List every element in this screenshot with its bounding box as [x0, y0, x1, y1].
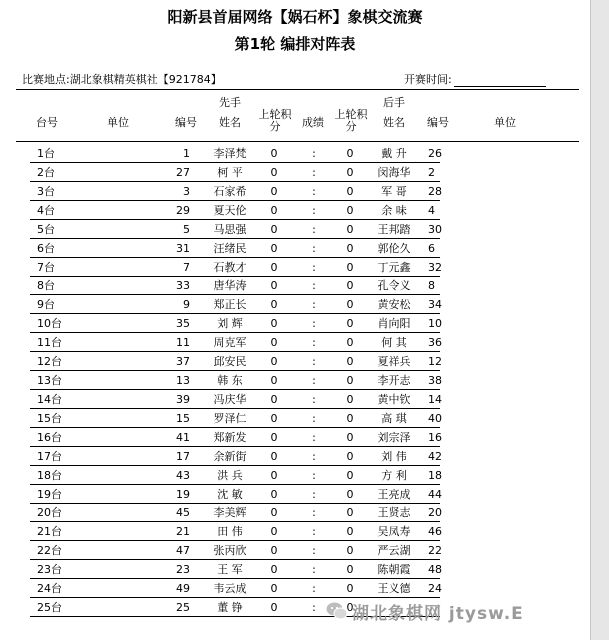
first-player-cell: 田 伟	[217, 525, 243, 539]
second-number-cell: 10	[428, 317, 442, 331]
second-player-cell: 夏祥兵	[377, 355, 411, 369]
second-player-cell: 高 琪	[381, 411, 407, 425]
second-number-cell: 34	[428, 298, 442, 312]
row-divider	[30, 503, 440, 504]
header-second-player-name: 姓名	[383, 116, 405, 129]
start-time-blank	[454, 75, 546, 87]
second-number-cell: 48	[428, 563, 442, 577]
first-score-cell: 0	[270, 184, 278, 198]
first-number-cell: 25	[176, 601, 190, 615]
second-number-cell: 36	[428, 336, 442, 350]
table-no-cell: 9台	[37, 298, 55, 312]
header-first-player-name: 姓名	[219, 116, 241, 129]
table-row	[0, 277, 590, 294]
first-number-cell: 31	[176, 241, 190, 255]
second-number-cell: 26	[428, 147, 442, 160]
result-cell: :	[312, 430, 316, 444]
second-score-cell: 0	[346, 336, 354, 350]
first-number-cell: 23	[176, 563, 190, 577]
second-score-cell: 0	[346, 184, 354, 198]
table-row	[0, 334, 590, 351]
first-number-cell: 33	[176, 279, 190, 293]
row-divider	[30, 389, 440, 390]
result-cell: :	[312, 279, 316, 293]
row-divider	[30, 521, 440, 522]
row-divider	[30, 294, 440, 295]
first-number-cell: 15	[176, 411, 190, 425]
second-score-cell: 0	[346, 165, 354, 179]
result-cell: :	[312, 374, 316, 388]
first-number-cell: 7	[183, 260, 190, 274]
first-number-cell: 45	[176, 506, 190, 520]
row-divider	[30, 484, 440, 485]
result-cell: :	[312, 411, 316, 425]
result-cell: :	[312, 601, 316, 615]
header-top-rule	[16, 89, 579, 90]
header-unit-left: 单位	[107, 116, 129, 129]
result-cell: :	[312, 241, 316, 255]
header-unit-right: 单位	[494, 116, 516, 129]
row-divider	[30, 408, 440, 409]
second-score-cell: 0	[346, 411, 354, 425]
first-player-cell: 夏天伦	[213, 203, 247, 217]
second-player-cell: 郭伦久	[377, 241, 411, 255]
first-number-cell: 17	[176, 449, 190, 463]
result-cell: :	[312, 582, 316, 596]
second-player-cell: 丁元鑫	[377, 260, 411, 274]
first-number-cell: 37	[176, 355, 190, 369]
row-divider	[30, 162, 440, 163]
first-score-cell: 0	[270, 601, 278, 615]
second-player-cell: 孔令义	[377, 279, 411, 293]
start-time	[404, 71, 546, 87]
first-score-cell: 0	[270, 260, 278, 274]
second-player-cell: 吴凤寿	[377, 525, 411, 539]
table-no-cell: 1台	[37, 147, 55, 160]
second-number-cell: 28	[428, 184, 442, 198]
row-divider	[30, 446, 440, 447]
table-no-cell: 23台	[37, 563, 62, 577]
table-no-cell: 16台	[37, 430, 62, 444]
first-player-cell: 董 铮	[217, 601, 243, 615]
second-score-cell: 0	[346, 222, 354, 236]
row-divider	[30, 181, 440, 182]
table-no-cell: 14台	[37, 392, 62, 406]
table-no-cell: 11台	[37, 336, 62, 350]
second-number-cell: 20	[428, 506, 442, 520]
first-player-cell: 石教才	[213, 260, 247, 274]
table-row	[0, 504, 590, 521]
second-number-cell: 4	[428, 203, 435, 217]
first-number-cell: 3	[183, 184, 190, 198]
first-score-cell: 0	[270, 222, 278, 236]
first-player-cell: 郑新发	[213, 430, 247, 444]
second-score-cell: 0	[346, 468, 354, 482]
page-title: 阳新县首届网络【娲石杯】象棋交流赛	[167, 8, 423, 26]
first-player-cell: 沈 敏	[217, 487, 243, 501]
first-player-cell: 邱安民	[213, 355, 247, 369]
result-cell: :	[312, 165, 316, 179]
row-divider	[30, 276, 440, 277]
header-bottom-rule	[16, 141, 579, 142]
first-number-cell: 43	[176, 468, 190, 482]
second-number-cell: 2	[428, 165, 435, 179]
table-no-cell: 18台	[37, 468, 62, 482]
second-number-cell: 14	[428, 392, 442, 406]
first-player-cell: 李泽梵	[213, 147, 247, 160]
first-score-cell: 0	[270, 279, 278, 293]
second-player-cell: 陈朝霞	[377, 563, 411, 577]
result-cell: :	[312, 449, 316, 463]
first-number-cell: 41	[176, 430, 190, 444]
table-no-cell: 17台	[37, 449, 62, 463]
watermark	[326, 596, 588, 626]
second-score-cell: 0	[346, 298, 354, 312]
second-player-cell: 何 其	[381, 336, 407, 350]
table-no-cell: 5台	[37, 222, 55, 236]
first-player-cell: 郑正长	[213, 298, 247, 312]
second-player-cell: 刘 伟	[381, 449, 407, 463]
table-row	[0, 315, 590, 332]
first-number-cell: 27	[176, 165, 190, 179]
first-score-cell: 0	[270, 468, 278, 482]
result-cell: :	[312, 506, 316, 520]
row-divider	[30, 427, 440, 428]
row-divider	[30, 559, 440, 560]
second-player-cell: 余 味	[381, 203, 407, 217]
header-table-no: 台号	[36, 116, 58, 129]
second-player-cell: 肖向阳	[377, 317, 411, 331]
table-no-cell: 24台	[37, 582, 62, 596]
second-score-cell: 0	[346, 430, 354, 444]
first-score-cell: 0	[270, 355, 278, 369]
second-score-cell: 0	[346, 563, 354, 577]
table-no-cell: 4台	[37, 203, 55, 217]
result-cell: :	[312, 298, 316, 312]
second-number-cell: 16	[428, 430, 442, 444]
first-score-cell: 0	[270, 336, 278, 350]
result-cell: :	[312, 525, 316, 539]
header-prev-score-right: 上轮积分	[334, 108, 368, 133]
table-row	[0, 183, 590, 200]
first-score-cell: 0	[270, 298, 278, 312]
result-cell: :	[312, 563, 316, 577]
first-score-cell: 0	[270, 165, 278, 179]
row-divider	[30, 370, 440, 371]
first-number-cell: 13	[176, 374, 190, 388]
table-row	[0, 561, 590, 578]
second-player-cell: 王邦踏	[377, 222, 411, 236]
second-player-cell: 方 利	[381, 468, 407, 482]
first-score-cell: 0	[270, 411, 278, 425]
result-cell: :	[312, 336, 316, 350]
result-cell: :	[312, 147, 316, 160]
first-player-cell: 汪绪民	[213, 241, 247, 255]
first-number-cell: 29	[176, 203, 190, 217]
header-result: 成绩	[302, 116, 324, 129]
first-number-cell: 11	[176, 336, 190, 350]
table-row	[0, 372, 590, 389]
table-row	[0, 221, 590, 238]
second-score-cell: 0	[346, 374, 354, 388]
result-cell: :	[312, 355, 316, 369]
table-no-cell: 6台	[37, 241, 55, 255]
first-score-cell: 0	[270, 430, 278, 444]
table-no-cell: 20台	[37, 506, 62, 520]
table-row	[0, 580, 590, 597]
wechat-icon	[326, 601, 348, 621]
first-player-cell: 王 军	[217, 563, 243, 577]
table-row	[0, 164, 590, 181]
first-score-cell: 0	[270, 506, 278, 520]
second-number-cell: 46	[428, 525, 442, 539]
second-number-cell: 32	[428, 260, 442, 274]
result-cell: :	[312, 487, 316, 501]
first-score-cell: 0	[270, 582, 278, 596]
first-number-cell: 5	[183, 222, 190, 236]
first-score-cell: 0	[270, 544, 278, 558]
second-number-cell: 18	[428, 468, 442, 482]
second-score-cell: 0	[346, 392, 354, 406]
result-cell: :	[312, 544, 316, 558]
second-score-cell: 0	[346, 317, 354, 331]
second-number-cell: 44	[428, 487, 442, 501]
first-score-cell: 0	[270, 449, 278, 463]
second-player-cell: 黄中钦	[377, 392, 411, 406]
table-no-cell: 19台	[37, 487, 62, 501]
second-number-cell: 6	[428, 241, 435, 255]
table-row	[0, 448, 590, 465]
second-score-cell: 0	[346, 241, 354, 255]
table-row	[0, 145, 590, 162]
table-no-cell: 13台	[37, 374, 62, 388]
table-row	[0, 353, 590, 370]
table-row	[0, 429, 590, 446]
second-number-cell: 12	[428, 355, 442, 369]
second-player-cell: 王贤志	[377, 506, 411, 520]
first-player-cell: 冯庆华	[213, 392, 247, 406]
first-number-cell: 49	[176, 582, 190, 596]
first-score-cell: 0	[270, 147, 278, 160]
table-row	[0, 259, 590, 276]
table-no-cell: 15台	[37, 411, 62, 425]
first-number-cell: 39	[176, 392, 190, 406]
first-number-cell: 21	[176, 525, 190, 539]
first-player-cell: 周克军	[213, 336, 247, 350]
first-number-cell: 35	[176, 317, 190, 331]
second-player-cell: 刘宗泽	[377, 430, 411, 444]
row-divider	[30, 219, 440, 220]
venue-text: 比赛地点:湖北象棋精英棋社【921784】	[22, 73, 222, 86]
second-player-cell: 李开志	[377, 374, 411, 388]
second-score-cell: 0	[346, 260, 354, 274]
result-cell: :	[312, 222, 316, 236]
first-player-cell: 柯 平	[217, 165, 243, 179]
second-score-cell: 0	[346, 487, 354, 501]
second-player-cell: 王亮成	[377, 487, 411, 501]
second-score-cell: 0	[346, 449, 354, 463]
row-divider	[30, 332, 440, 333]
table-row	[0, 523, 590, 540]
row-divider	[30, 200, 440, 201]
second-score-cell: 0	[346, 203, 354, 217]
table-row	[0, 391, 590, 408]
table-no-cell: 12台	[37, 355, 62, 369]
row-divider	[30, 313, 440, 314]
first-score-cell: 0	[270, 525, 278, 539]
result-cell: :	[312, 260, 316, 274]
first-number-cell: 19	[176, 487, 190, 501]
row-divider	[30, 578, 440, 579]
second-player-cell: 严云湖	[377, 544, 411, 558]
first-number-cell: 1	[183, 147, 190, 160]
first-player-cell: 韦云成	[213, 582, 247, 596]
row-divider	[30, 540, 440, 541]
result-cell: :	[312, 317, 316, 331]
first-player-cell: 刘 辉	[217, 317, 243, 331]
second-score-cell: 0	[346, 147, 354, 160]
first-score-cell: 0	[270, 374, 278, 388]
second-number-cell: 8	[428, 279, 435, 293]
header-prev-score-left: 上轮积分	[258, 108, 292, 133]
table-no-cell: 8台	[37, 279, 55, 293]
second-score-cell: 0	[346, 355, 354, 369]
table-row	[0, 410, 590, 427]
table-no-cell: 3台	[37, 184, 55, 198]
table-no-cell: 2台	[37, 165, 55, 179]
second-score-cell: 0	[346, 506, 354, 520]
header-second-player-top: 后手	[383, 96, 405, 109]
header-number-right: 编号	[427, 116, 449, 129]
table-row	[0, 542, 590, 559]
vertical-scrollbar[interactable]	[590, 0, 609, 640]
second-player-cell: 戴 升	[381, 147, 407, 160]
second-number-cell: 22	[428, 544, 442, 558]
first-player-cell: 李美辉	[213, 506, 247, 520]
table-row	[0, 296, 590, 313]
first-number-cell: 9	[183, 298, 190, 312]
table-no-cell: 22台	[37, 544, 62, 558]
result-cell: :	[312, 392, 316, 406]
first-score-cell: 0	[270, 317, 278, 331]
second-number-cell: 42	[428, 449, 442, 463]
result-cell: :	[312, 203, 316, 217]
first-player-cell: 余新街	[213, 449, 247, 463]
row-divider	[30, 257, 440, 258]
first-score-cell: 0	[270, 241, 278, 255]
start-time-label: 开赛时间:	[404, 73, 452, 86]
result-cell: :	[312, 184, 316, 198]
second-player-cell: 闵海华	[377, 165, 411, 179]
second-score-cell: 0	[346, 525, 354, 539]
table-no-cell: 25台	[37, 601, 62, 615]
header-number-left: 编号	[175, 116, 197, 129]
row-divider	[30, 465, 440, 466]
first-score-cell: 0	[270, 203, 278, 217]
first-player-cell: 石家希	[213, 184, 247, 198]
second-number-cell: 38	[428, 374, 442, 388]
second-number-cell: 40	[428, 411, 442, 425]
first-score-cell: 0	[270, 392, 278, 406]
round-subtitle: 第1轮 编排对阵表	[234, 35, 356, 53]
first-player-cell: 马思强	[213, 222, 247, 236]
first-player-cell: 洪 兵	[217, 468, 243, 482]
header-first-player-top: 先手	[219, 96, 241, 109]
table-no-cell: 10台	[37, 317, 62, 331]
row-divider	[30, 351, 440, 352]
table-no-cell: 21台	[37, 525, 62, 539]
table-row	[0, 240, 590, 257]
table-row	[0, 202, 590, 219]
second-player-cell: 黄安松	[377, 298, 411, 312]
first-score-cell: 0	[270, 487, 278, 501]
second-score-cell: 0	[346, 279, 354, 293]
table-row	[0, 467, 590, 484]
second-score-cell: 0	[346, 582, 354, 596]
second-number-cell: 30	[428, 222, 442, 236]
table-no-cell: 7台	[37, 260, 55, 274]
second-score-cell: 0	[346, 544, 354, 558]
first-score-cell: 0	[270, 563, 278, 577]
first-player-cell: 韩 东	[217, 374, 243, 388]
result-cell: :	[312, 468, 316, 482]
first-player-cell: 张丙欣	[213, 544, 247, 558]
table-row	[0, 486, 590, 503]
first-player-cell: 罗泽仁	[213, 411, 247, 425]
row-divider	[30, 238, 440, 239]
first-player-cell: 唐华涛	[213, 279, 247, 293]
second-score-cell: 0	[346, 601, 354, 615]
watermark-text: 湖北象棋网 jtysw.E	[352, 604, 524, 624]
first-number-cell: 47	[176, 544, 190, 558]
second-player-cell: 王义德	[377, 582, 411, 596]
second-number-cell: 24	[428, 582, 442, 596]
second-player-cell: 军 哥	[381, 184, 407, 198]
